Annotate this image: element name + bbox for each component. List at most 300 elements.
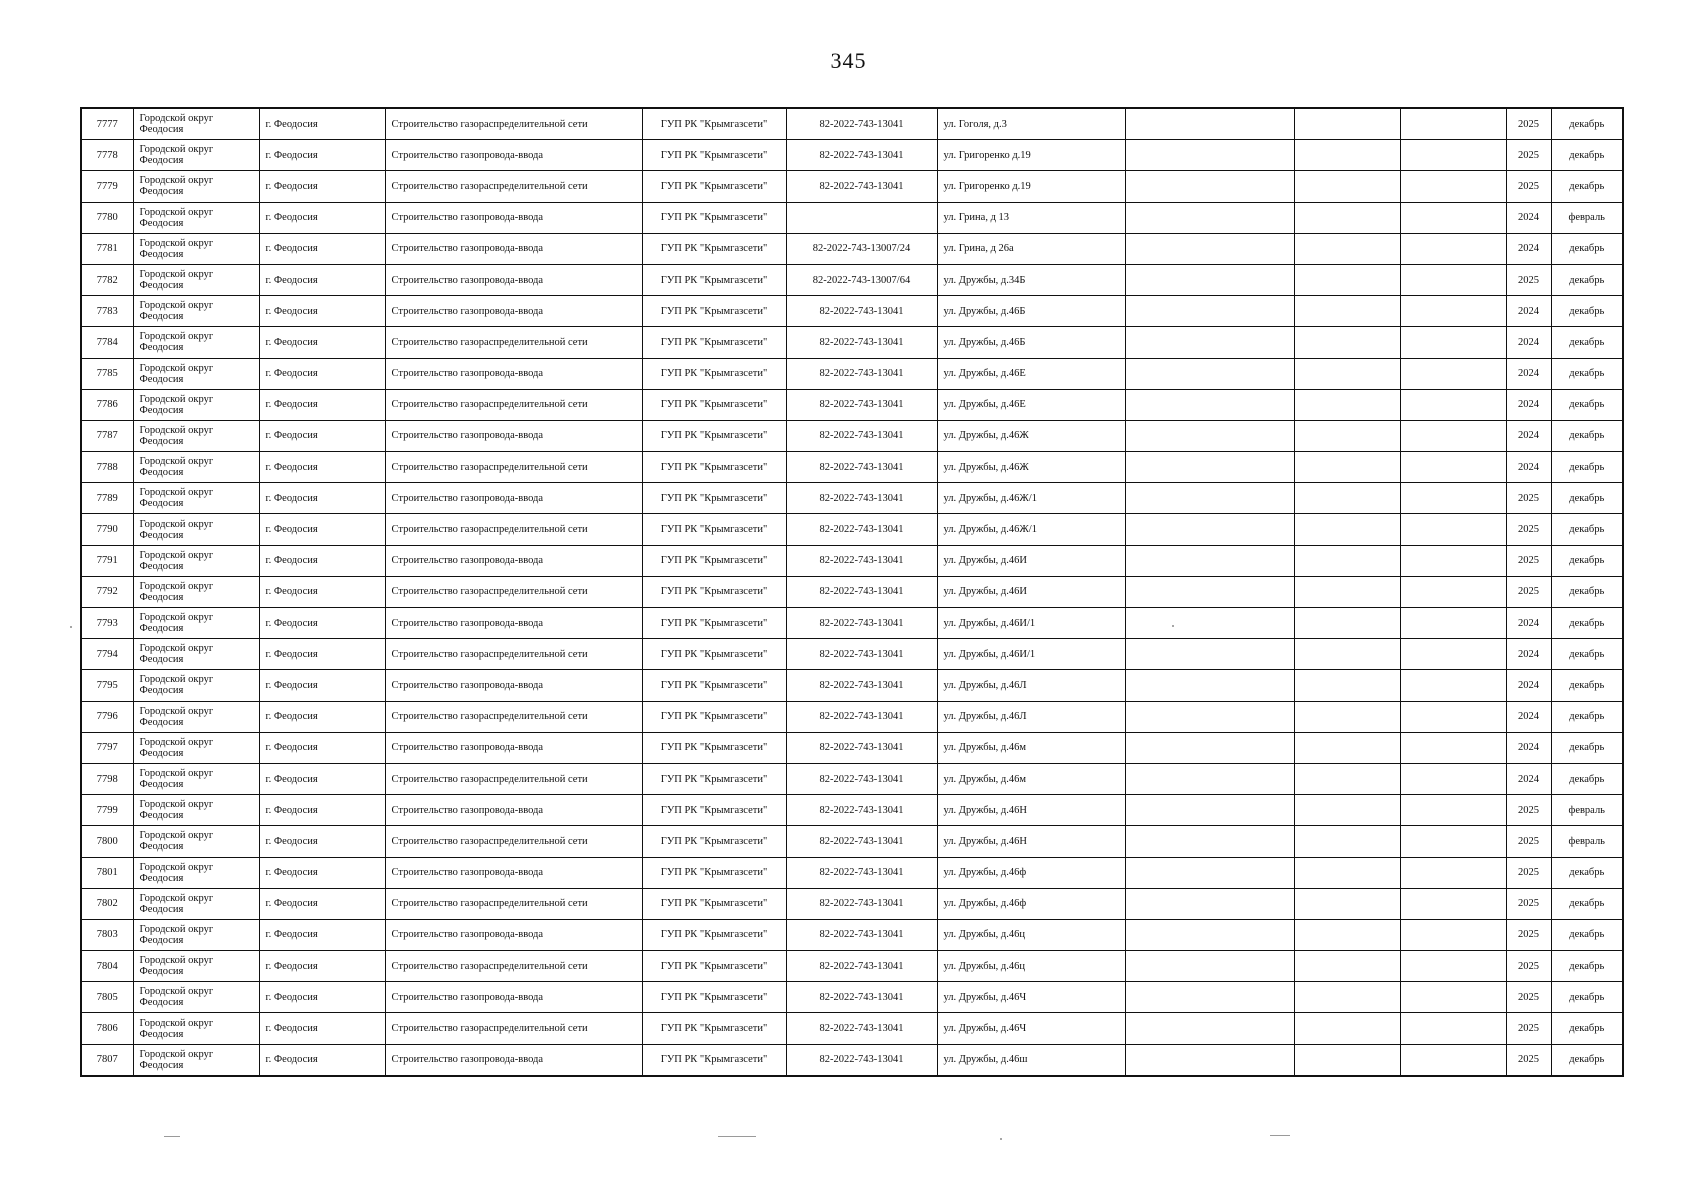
empty-cell [1294, 358, 1400, 389]
address-cell: ул. Дружбы, д.46Б [937, 327, 1125, 358]
empty-cell [1125, 108, 1294, 140]
district-cell: Городской округ Феодосия [133, 171, 259, 202]
registry-code-cell: 82-2022-743-13041 [786, 389, 937, 420]
empty-cell [1294, 701, 1400, 732]
year-cell: 2025 [1506, 826, 1551, 857]
registry-code-cell: 82-2022-743-13041 [786, 608, 937, 639]
row-number-cell: 7791 [81, 545, 133, 576]
month-cell: декабрь [1551, 452, 1623, 483]
organization-cell: ГУП РК "Крымгазсети" [642, 420, 786, 451]
month-cell: декабрь [1551, 171, 1623, 202]
row-number-cell: 7783 [81, 296, 133, 327]
empty-cell [1125, 233, 1294, 264]
city-cell: г. Феодосия [259, 296, 385, 327]
empty-cell [1294, 857, 1400, 888]
month-cell: декабрь [1551, 420, 1623, 451]
work-type-cell: Строительство газораспределительной сети [385, 888, 642, 919]
month-cell: декабрь [1551, 888, 1623, 919]
empty-cell [1294, 233, 1400, 264]
work-type-cell: Строительство газопровода-ввода [385, 140, 642, 171]
empty-cell [1125, 670, 1294, 701]
empty-cell [1294, 483, 1400, 514]
scan-artifact [1270, 1135, 1290, 1136]
work-type-cell: Строительство газораспределительной сети [385, 701, 642, 732]
empty-cell [1400, 795, 1506, 826]
registry-code-cell: 82-2022-743-13041 [786, 826, 937, 857]
work-type-cell: Строительство газораспределительной сети [385, 763, 642, 794]
row-number-cell: 7803 [81, 919, 133, 950]
registry-code-cell: 82-2022-743-13041 [786, 171, 937, 202]
city-cell: г. Феодосия [259, 826, 385, 857]
empty-cell [1294, 140, 1400, 171]
address-cell: ул. Дружбы, д.46м [937, 763, 1125, 794]
empty-cell [1294, 670, 1400, 701]
city-cell: г. Феодосия [259, 483, 385, 514]
table-row [81, 1013, 1623, 1044]
organization-cell: ГУП РК "Крымгазсети" [642, 576, 786, 607]
empty-cell [1294, 264, 1400, 295]
empty-cell [1125, 701, 1294, 732]
table-row [81, 795, 1623, 826]
row-number-cell: 7789 [81, 483, 133, 514]
district-cell: Городской округ Феодосия [133, 919, 259, 950]
empty-cell [1125, 888, 1294, 919]
city-cell: г. Феодосия [259, 1013, 385, 1044]
month-cell: декабрь [1551, 701, 1623, 732]
district-cell: Городской округ Феодосия [133, 608, 259, 639]
city-cell: г. Феодосия [259, 358, 385, 389]
empty-cell [1294, 202, 1400, 233]
work-type-cell: Строительство газопровода-ввода [385, 795, 642, 826]
address-cell: ул. Дружбы, д.46Б [937, 296, 1125, 327]
empty-cell [1294, 1013, 1400, 1044]
address-cell: ул. Дружбы, д.46Ж/1 [937, 483, 1125, 514]
empty-cell [1125, 452, 1294, 483]
empty-cell [1400, 763, 1506, 794]
address-cell: ул. Дружбы, д.46И/1 [937, 639, 1125, 670]
address-cell: ул. Дружбы, д.46Л [937, 670, 1125, 701]
month-cell: декабрь [1551, 358, 1623, 389]
city-cell: г. Феодосия [259, 420, 385, 451]
empty-cell [1125, 483, 1294, 514]
table-row [81, 514, 1623, 545]
row-number-cell: 7781 [81, 233, 133, 264]
table-row [81, 763, 1623, 794]
registry-code-cell: 82-2022-743-13041 [786, 514, 937, 545]
organization-cell: ГУП РК "Крымгазсети" [642, 608, 786, 639]
organization-cell: ГУП РК "Крымгазсети" [642, 171, 786, 202]
organization-cell: ГУП РК "Крымгазсети" [642, 701, 786, 732]
address-cell: ул. Грина, д 26а [937, 233, 1125, 264]
empty-cell [1400, 140, 1506, 171]
organization-cell: ГУП РК "Крымгазсети" [642, 264, 786, 295]
year-cell: 2024 [1506, 639, 1551, 670]
address-cell: ул. Григоренко д.19 [937, 171, 1125, 202]
empty-cell [1294, 452, 1400, 483]
table-row [81, 202, 1623, 233]
organization-cell: ГУП РК "Крымгазсети" [642, 327, 786, 358]
organization-cell: ГУП РК "Крымгазсети" [642, 358, 786, 389]
organization-cell: ГУП РК "Крымгазсети" [642, 140, 786, 171]
empty-cell [1400, 514, 1506, 545]
year-cell: 2024 [1506, 358, 1551, 389]
row-number-cell: 7794 [81, 639, 133, 670]
year-cell: 2025 [1506, 1044, 1551, 1076]
empty-cell [1400, 670, 1506, 701]
empty-cell [1294, 732, 1400, 763]
city-cell: г. Феодосия [259, 452, 385, 483]
organization-cell: ГУП РК "Крымгазсети" [642, 857, 786, 888]
city-cell: г. Феодосия [259, 608, 385, 639]
page-number: 345 [830, 48, 867, 73]
year-cell: 2025 [1506, 576, 1551, 607]
empty-cell [1125, 795, 1294, 826]
year-cell: 2024 [1506, 296, 1551, 327]
row-number-cell: 7796 [81, 701, 133, 732]
organization-cell: ГУП РК "Крымгазсети" [642, 545, 786, 576]
empty-cell [1125, 951, 1294, 982]
registry-code-cell: 82-2022-743-13007/64 [786, 264, 937, 295]
empty-cell [1125, 358, 1294, 389]
organization-cell: ГУП РК "Крымгазсети" [642, 826, 786, 857]
organization-cell: ГУП РК "Крымгазсети" [642, 233, 786, 264]
address-cell: ул. Дружбы, д.46И [937, 545, 1125, 576]
empty-cell [1294, 982, 1400, 1013]
scan-artifact [718, 1136, 756, 1137]
empty-cell [1400, 826, 1506, 857]
empty-cell [1400, 639, 1506, 670]
table-row [81, 919, 1623, 950]
empty-cell [1125, 826, 1294, 857]
year-cell: 2024 [1506, 732, 1551, 763]
district-cell: Городской округ Феодосия [133, 951, 259, 982]
address-cell: ул. Дружбы, д.46Ж [937, 420, 1125, 451]
city-cell: г. Феодосия [259, 545, 385, 576]
organization-cell: ГУП РК "Крымгазсети" [642, 795, 786, 826]
table-row [81, 670, 1623, 701]
table-row [81, 576, 1623, 607]
row-number-cell: 7806 [81, 1013, 133, 1044]
organization-cell: ГУП РК "Крымгазсети" [642, 1013, 786, 1044]
work-type-cell: Строительство газопровода-ввода [385, 296, 642, 327]
table-row [81, 420, 1623, 451]
registry-code-cell: 82-2022-743-13041 [786, 1044, 937, 1076]
month-cell: декабрь [1551, 951, 1623, 982]
table-row [81, 888, 1623, 919]
organization-cell: ГУП РК "Крымгазсети" [642, 888, 786, 919]
empty-cell [1400, 608, 1506, 639]
empty-cell [1125, 202, 1294, 233]
work-type-cell: Строительство газораспределительной сети [385, 951, 642, 982]
year-cell: 2024 [1506, 202, 1551, 233]
work-type-cell: Строительство газораспределительной сети [385, 576, 642, 607]
district-cell: Городской округ Феодосия [133, 358, 259, 389]
registry-code-cell: 82-2022-743-13041 [786, 483, 937, 514]
scan-artifact [1172, 625, 1174, 627]
month-cell: декабрь [1551, 327, 1623, 358]
district-cell: Городской округ Феодосия [133, 732, 259, 763]
organization-cell: ГУП РК "Крымгазсети" [642, 202, 786, 233]
empty-cell [1400, 233, 1506, 264]
organization-cell: ГУП РК "Крымгазсети" [642, 1044, 786, 1076]
year-cell: 2025 [1506, 857, 1551, 888]
city-cell: г. Феодосия [259, 171, 385, 202]
district-cell: Городской округ Феодосия [133, 420, 259, 451]
row-number-cell: 7805 [81, 982, 133, 1013]
table-row [81, 951, 1623, 982]
empty-cell [1294, 608, 1400, 639]
empty-cell [1294, 919, 1400, 950]
registry-code-cell: 82-2022-743-13041 [786, 296, 937, 327]
row-number-cell: 7807 [81, 1044, 133, 1076]
row-number-cell: 7793 [81, 608, 133, 639]
table-row [81, 1044, 1623, 1076]
district-cell: Городской округ Феодосия [133, 483, 259, 514]
table-row [81, 982, 1623, 1013]
registry-code-cell: 82-2022-743-13041 [786, 763, 937, 794]
address-cell: ул. Дружбы, д.46Е [937, 358, 1125, 389]
empty-cell [1400, 296, 1506, 327]
empty-cell [1294, 795, 1400, 826]
empty-cell [1125, 140, 1294, 171]
row-number-cell: 7790 [81, 514, 133, 545]
district-cell: Городской округ Феодосия [133, 296, 259, 327]
district-cell: Городской округ Феодосия [133, 389, 259, 420]
empty-cell [1400, 171, 1506, 202]
city-cell: г. Феодосия [259, 639, 385, 670]
year-cell: 2025 [1506, 545, 1551, 576]
empty-cell [1400, 452, 1506, 483]
empty-cell [1125, 296, 1294, 327]
district-cell: Городской округ Феодосия [133, 857, 259, 888]
address-cell: ул. Дружбы, д.46Н [937, 826, 1125, 857]
empty-cell [1294, 951, 1400, 982]
work-type-cell: Строительство газопровода-ввода [385, 608, 642, 639]
month-cell: декабрь [1551, 296, 1623, 327]
work-type-cell: Строительство газопровода-ввода [385, 1044, 642, 1076]
registry-code-cell: 82-2022-743-13041 [786, 732, 937, 763]
empty-cell [1125, 514, 1294, 545]
registry-code-cell: 82-2022-743-13041 [786, 452, 937, 483]
district-cell: Городской округ Феодосия [133, 795, 259, 826]
month-cell: декабрь [1551, 483, 1623, 514]
district-cell: Городской округ Феодосия [133, 639, 259, 670]
row-number-cell: 7777 [81, 108, 133, 140]
year-cell: 2025 [1506, 140, 1551, 171]
row-number-cell: 7780 [81, 202, 133, 233]
table-row [81, 358, 1623, 389]
row-number-cell: 7784 [81, 327, 133, 358]
city-cell: г. Феодосия [259, 795, 385, 826]
address-cell: ул. Дружбы, д.46ш [937, 1044, 1125, 1076]
city-cell: г. Феодосия [259, 264, 385, 295]
gasification-register-table [80, 107, 1624, 1077]
table-row [81, 608, 1623, 639]
scan-artifact [164, 1136, 180, 1137]
registry-code-cell: 82-2022-743-13041 [786, 982, 937, 1013]
registry-code-cell: 82-2022-743-13041 [786, 108, 937, 140]
city-cell: г. Феодосия [259, 202, 385, 233]
district-cell: Городской округ Феодосия [133, 264, 259, 295]
empty-cell [1125, 732, 1294, 763]
address-cell: ул. Дружбы, д.46ф [937, 888, 1125, 919]
address-cell: ул. Дружбы, д.46Ж [937, 452, 1125, 483]
month-cell: декабрь [1551, 670, 1623, 701]
address-cell: ул. Дружбы, д.46ц [937, 919, 1125, 950]
work-type-cell: Строительство газораспределительной сети [385, 389, 642, 420]
empty-cell [1125, 857, 1294, 888]
row-number-cell: 7788 [81, 452, 133, 483]
city-cell: г. Феодосия [259, 389, 385, 420]
address-cell: ул. Дружбы, д.46Ч [937, 982, 1125, 1013]
registry-code-cell: 82-2022-743-13041 [786, 576, 937, 607]
address-cell: ул. Грина, д 13 [937, 202, 1125, 233]
empty-cell [1294, 108, 1400, 140]
empty-cell [1294, 1044, 1400, 1076]
address-cell: ул. Дружбы, д.46Ч [937, 1013, 1125, 1044]
month-cell: декабрь [1551, 140, 1623, 171]
address-cell: ул. Дружбы, д.46Н [937, 795, 1125, 826]
registry-code-cell: 82-2022-743-13041 [786, 951, 937, 982]
district-cell: Городской округ Феодосия [133, 1044, 259, 1076]
empty-cell [1294, 514, 1400, 545]
district-cell: Городской округ Феодосия [133, 327, 259, 358]
district-cell: Городской округ Феодосия [133, 233, 259, 264]
work-type-cell: Строительство газораспределительной сети [385, 639, 642, 670]
empty-cell [1294, 545, 1400, 576]
table-row [81, 171, 1623, 202]
row-number-cell: 7801 [81, 857, 133, 888]
work-type-cell: Строительство газопровода-ввода [385, 264, 642, 295]
registry-code-cell: 82-2022-743-13041 [786, 545, 937, 576]
row-number-cell: 7799 [81, 795, 133, 826]
work-type-cell: Строительство газопровода-ввода [385, 545, 642, 576]
district-cell: Городской округ Феодосия [133, 763, 259, 794]
table-row [81, 639, 1623, 670]
empty-cell [1400, 857, 1506, 888]
table-row [81, 701, 1623, 732]
city-cell: г. Феодосия [259, 327, 385, 358]
city-cell: г. Феодосия [259, 857, 385, 888]
month-cell: декабрь [1551, 982, 1623, 1013]
work-type-cell: Строительство газопровода-ввода [385, 982, 642, 1013]
table-row [81, 483, 1623, 514]
organization-cell: ГУП РК "Крымгазсети" [642, 483, 786, 514]
address-cell: ул. Дружбы, д.46Л [937, 701, 1125, 732]
register-body [81, 108, 1623, 1076]
empty-cell [1400, 108, 1506, 140]
table-row [81, 545, 1623, 576]
work-type-cell: Строительство газораспределительной сети [385, 1013, 642, 1044]
registry-code-cell: 82-2022-743-13041 [786, 795, 937, 826]
empty-cell [1125, 545, 1294, 576]
table-row [81, 857, 1623, 888]
registry-code-cell: 82-2022-743-13041 [786, 420, 937, 451]
city-cell: г. Феодосия [259, 576, 385, 607]
empty-cell [1294, 888, 1400, 919]
district-cell: Городской округ Феодосия [133, 545, 259, 576]
empty-cell [1400, 545, 1506, 576]
empty-cell [1294, 763, 1400, 794]
table-row [81, 452, 1623, 483]
work-type-cell: Строительство газопровода-ввода [385, 358, 642, 389]
empty-cell [1125, 576, 1294, 607]
empty-cell [1125, 389, 1294, 420]
district-cell: Городской округ Феодосия [133, 452, 259, 483]
month-cell: декабрь [1551, 1044, 1623, 1076]
empty-cell [1294, 389, 1400, 420]
month-cell: декабрь [1551, 545, 1623, 576]
work-type-cell: Строительство газораспределительной сети [385, 452, 642, 483]
work-type-cell: Строительство газопровода-ввода [385, 919, 642, 950]
month-cell: декабрь [1551, 108, 1623, 140]
city-cell: г. Феодосия [259, 140, 385, 171]
year-cell: 2025 [1506, 982, 1551, 1013]
year-cell: 2024 [1506, 763, 1551, 794]
year-cell: 2024 [1506, 420, 1551, 451]
registry-code-cell: 82-2022-743-13041 [786, 1013, 937, 1044]
district-cell: Городской округ Феодосия [133, 982, 259, 1013]
registry-code-cell: 82-2022-743-13041 [786, 358, 937, 389]
row-number-cell: 7782 [81, 264, 133, 295]
address-cell: ул. Дружбы, д.46ф [937, 857, 1125, 888]
district-cell: Городской округ Феодосия [133, 202, 259, 233]
row-number-cell: 7797 [81, 732, 133, 763]
work-type-cell: Строительство газопровода-ввода [385, 483, 642, 514]
organization-cell: ГУП РК "Крымгазсети" [642, 919, 786, 950]
registry-code-cell: 82-2022-743-13041 [786, 639, 937, 670]
empty-cell [1400, 483, 1506, 514]
year-cell: 2025 [1506, 264, 1551, 295]
year-cell: 2025 [1506, 919, 1551, 950]
month-cell: февраль [1551, 202, 1623, 233]
city-cell: г. Феодосия [259, 763, 385, 794]
empty-cell [1125, 1013, 1294, 1044]
year-cell: 2025 [1506, 951, 1551, 982]
empty-cell [1294, 639, 1400, 670]
table-row [81, 108, 1623, 140]
work-type-cell: Строительство газораспределительной сети [385, 826, 642, 857]
city-cell: г. Феодосия [259, 701, 385, 732]
empty-cell [1294, 576, 1400, 607]
district-cell: Городской округ Феодосия [133, 1013, 259, 1044]
table-row [81, 826, 1623, 857]
district-cell: Городской округ Феодосия [133, 108, 259, 140]
city-cell: г. Феодосия [259, 108, 385, 140]
registry-code-cell: 82-2022-743-13041 [786, 140, 937, 171]
month-cell: декабрь [1551, 857, 1623, 888]
empty-cell [1400, 701, 1506, 732]
registry-code-cell: 82-2022-743-13041 [786, 919, 937, 950]
year-cell: 2025 [1506, 514, 1551, 545]
month-cell: февраль [1551, 826, 1623, 857]
year-cell: 2025 [1506, 795, 1551, 826]
city-cell: г. Феодосия [259, 1044, 385, 1076]
city-cell: г. Феодосия [259, 951, 385, 982]
year-cell: 2024 [1506, 670, 1551, 701]
address-cell: ул. Дружбы, д.34Б [937, 264, 1125, 295]
table-row [81, 140, 1623, 171]
empty-cell [1125, 982, 1294, 1013]
table-row [81, 389, 1623, 420]
empty-cell [1125, 1044, 1294, 1076]
table-row [81, 233, 1623, 264]
empty-cell [1294, 327, 1400, 358]
year-cell: 2025 [1506, 171, 1551, 202]
empty-cell [1400, 732, 1506, 763]
month-cell: декабрь [1551, 264, 1623, 295]
work-type-cell: Строительство газопровода-ввода [385, 233, 642, 264]
